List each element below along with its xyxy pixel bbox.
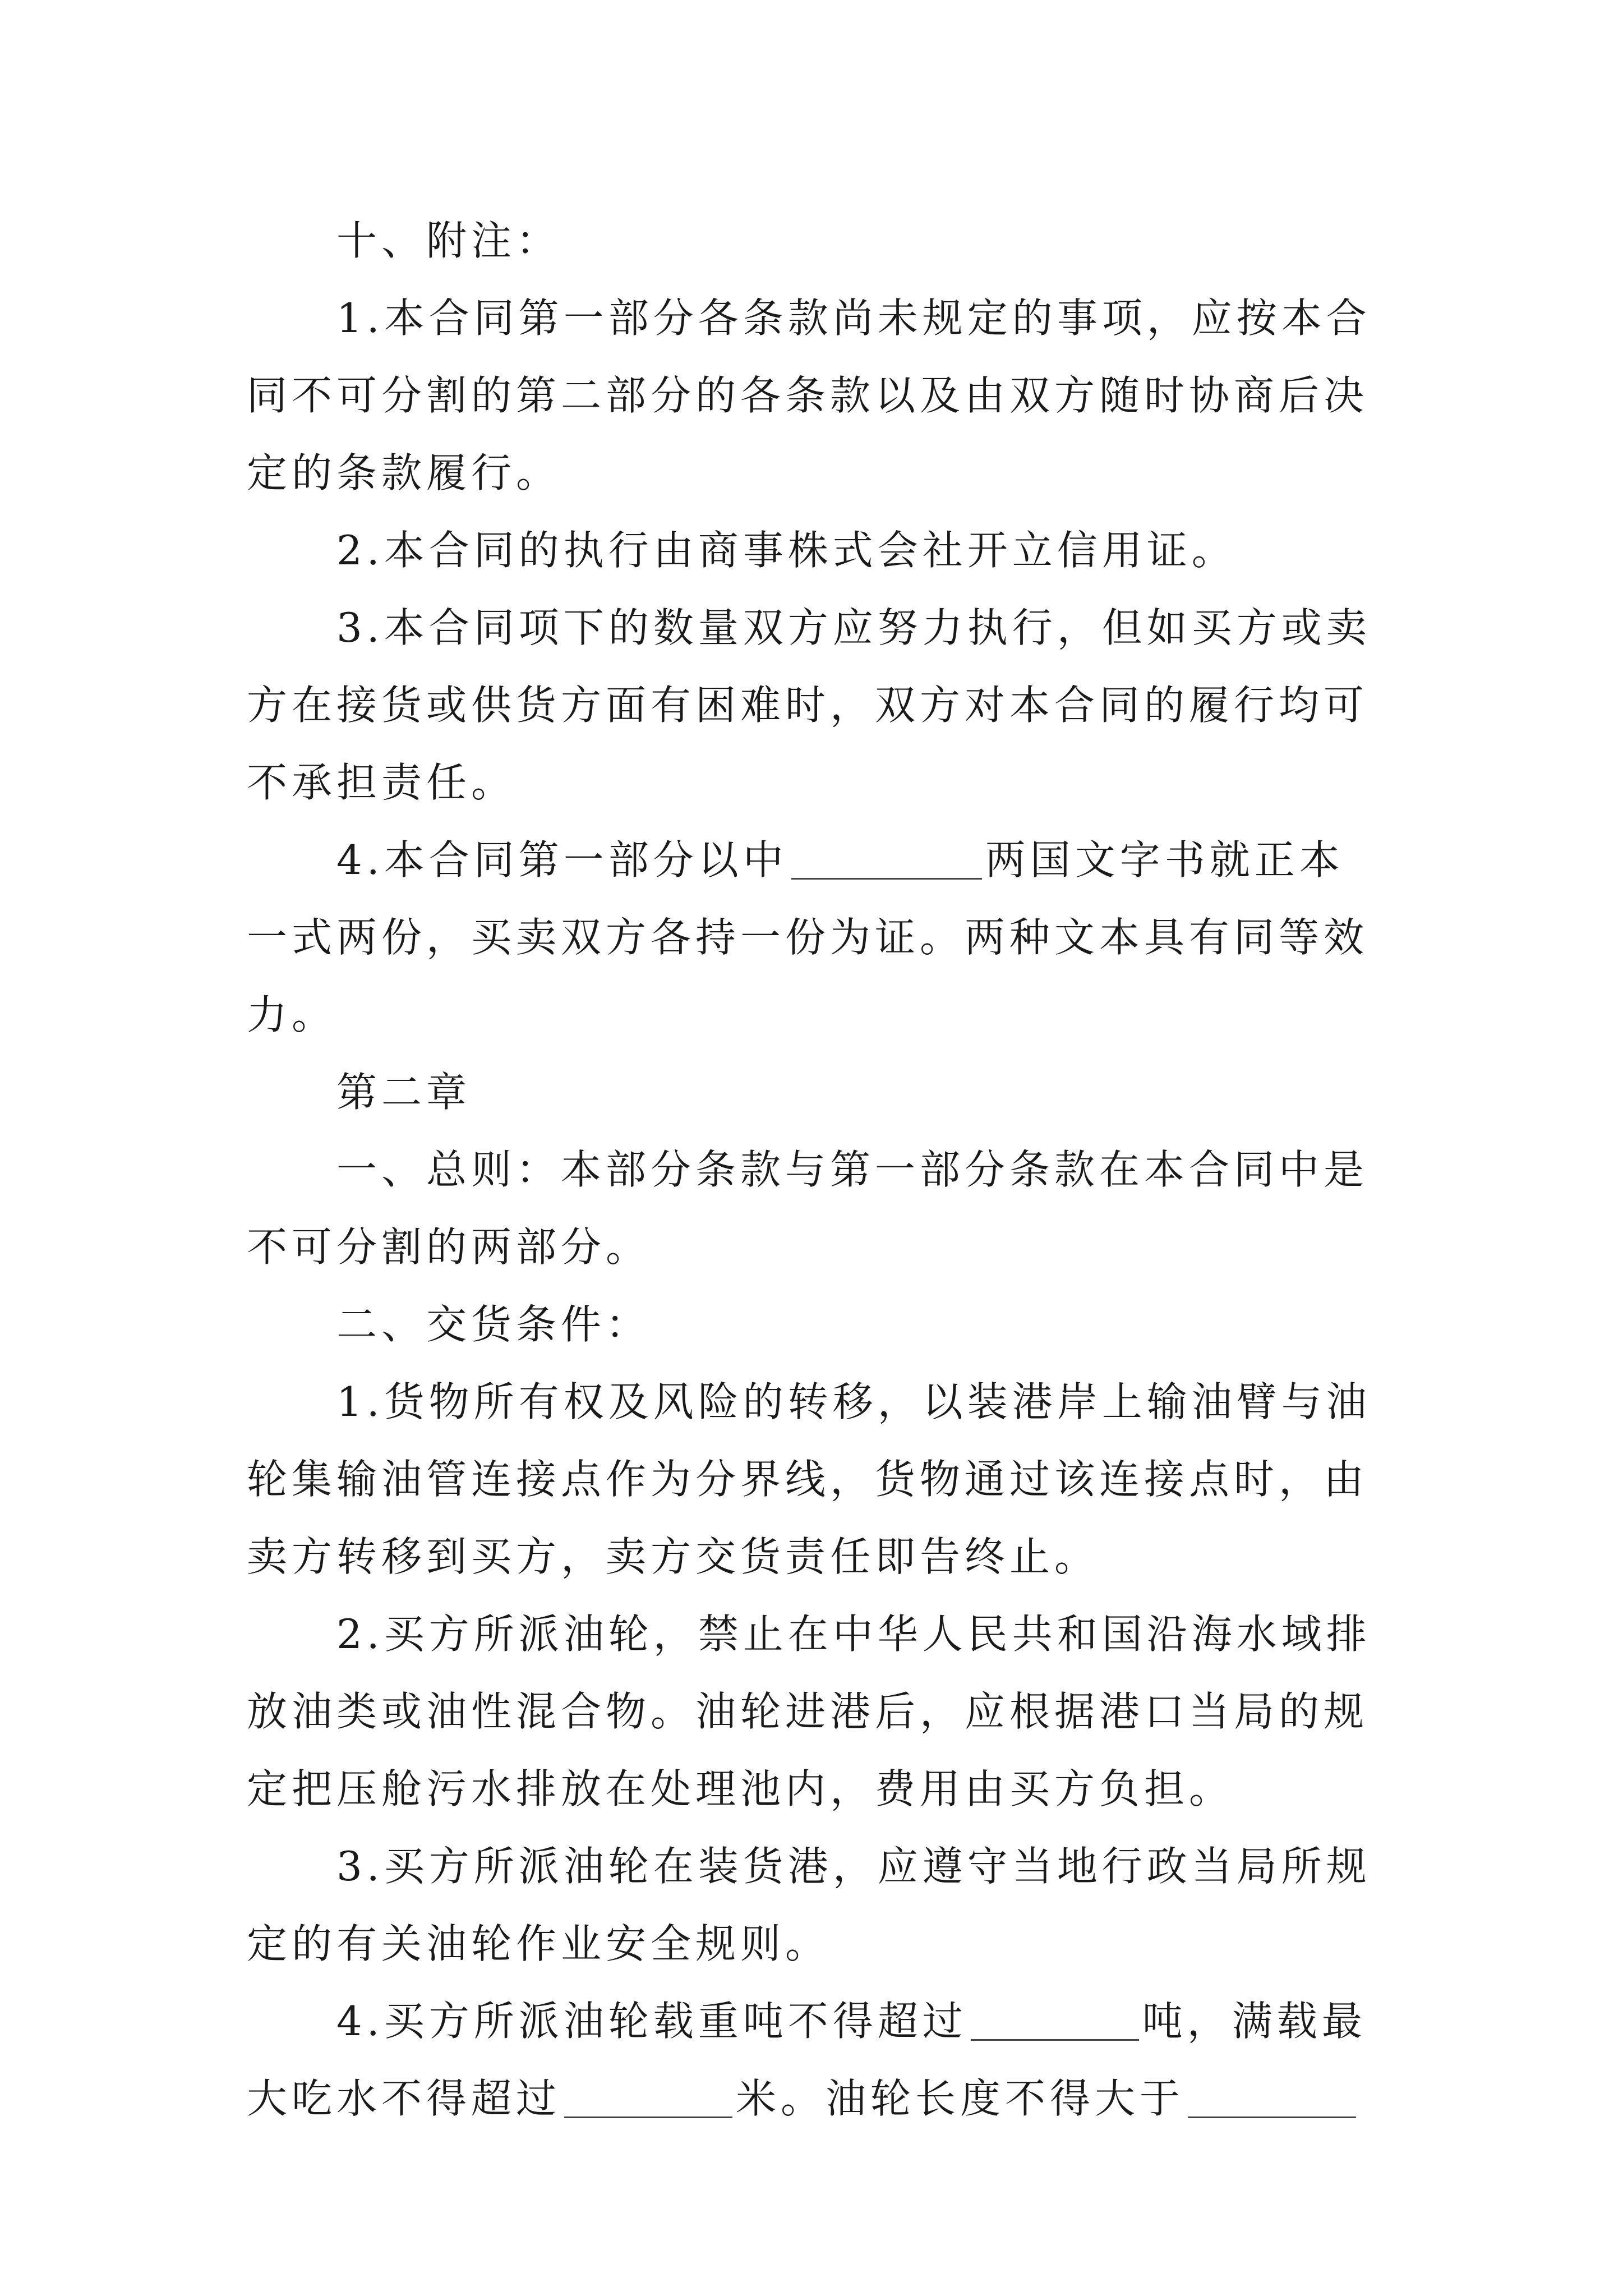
blank-field: [791, 838, 982, 880]
clause-note-4-after: 两国文字书就正本一式两份，买卖双方各持一份为证。两种文本具有同等效力。: [247, 836, 1369, 1038]
section-heading-notes: 十、附注：: [336, 217, 561, 264]
clause-note-2: 2.本合同的执行由商事株式会社开立信用证。: [336, 527, 1237, 574]
delivery-clause-4-part3: 米。油轮长度不得大于: [736, 2075, 1185, 2122]
chapter-heading: 第二章: [336, 1069, 472, 1116]
section-heading-delivery: 二、交货条件：: [336, 1301, 651, 1348]
clause-note-1: 1.本合同第一部分各条款尚未规定的事项，应按本合同不可分割的第二部分的各条款以及由双方随时协商后决定的条款履行。: [247, 295, 1371, 496]
clause-note-4-before: 4.本合同第一部分以中: [336, 836, 788, 884]
delivery-clause-4: [247, 1982, 1376, 2137]
clause-note-4: [247, 821, 1376, 1053]
delivery-clause-4-part2: 吨，满载最大吃水不得超过: [247, 1998, 1367, 2122]
general-provisions: 一、总则：本部分条款与第一部分条款在本合同中是不可分割的两部分。: [247, 1146, 1369, 1271]
blank-field: [971, 1999, 1139, 2041]
delivery-clause-1: 1.货物所有权及风险的转移，以装港岸上输油臂与油轮集输油管连接点作为分界线，货物通过该连接点时，由卖方转移到买方，卖方交货责任即告终止。: [247, 1378, 1371, 1580]
delivery-clause-3: 3.买方所派油轮在装货港，应遵守当地行政当局所规定的有关油轮作业安全规则。: [247, 1843, 1371, 1967]
clause-note-3: 3.本合同项下的数量双方应努力执行，但如买方或卖方在接货或供货方面有困难时，双方对本合同的履行均可不承担责任。: [247, 604, 1371, 806]
blank-field: [1188, 2076, 1356, 2118]
delivery-clause-4-part1: 4.买方所派油轮载重吨不得超过: [336, 1998, 967, 2045]
blank-field: [564, 2076, 732, 2118]
delivery-clause-2: 2.买方所派油轮，禁止在中华人民共和国沿海水域排放油类或油性混合物。油轮进港后，应根据港口当局的规定把压舱污水排放在处理池内，费用由买方负担。: [247, 1611, 1371, 1812]
